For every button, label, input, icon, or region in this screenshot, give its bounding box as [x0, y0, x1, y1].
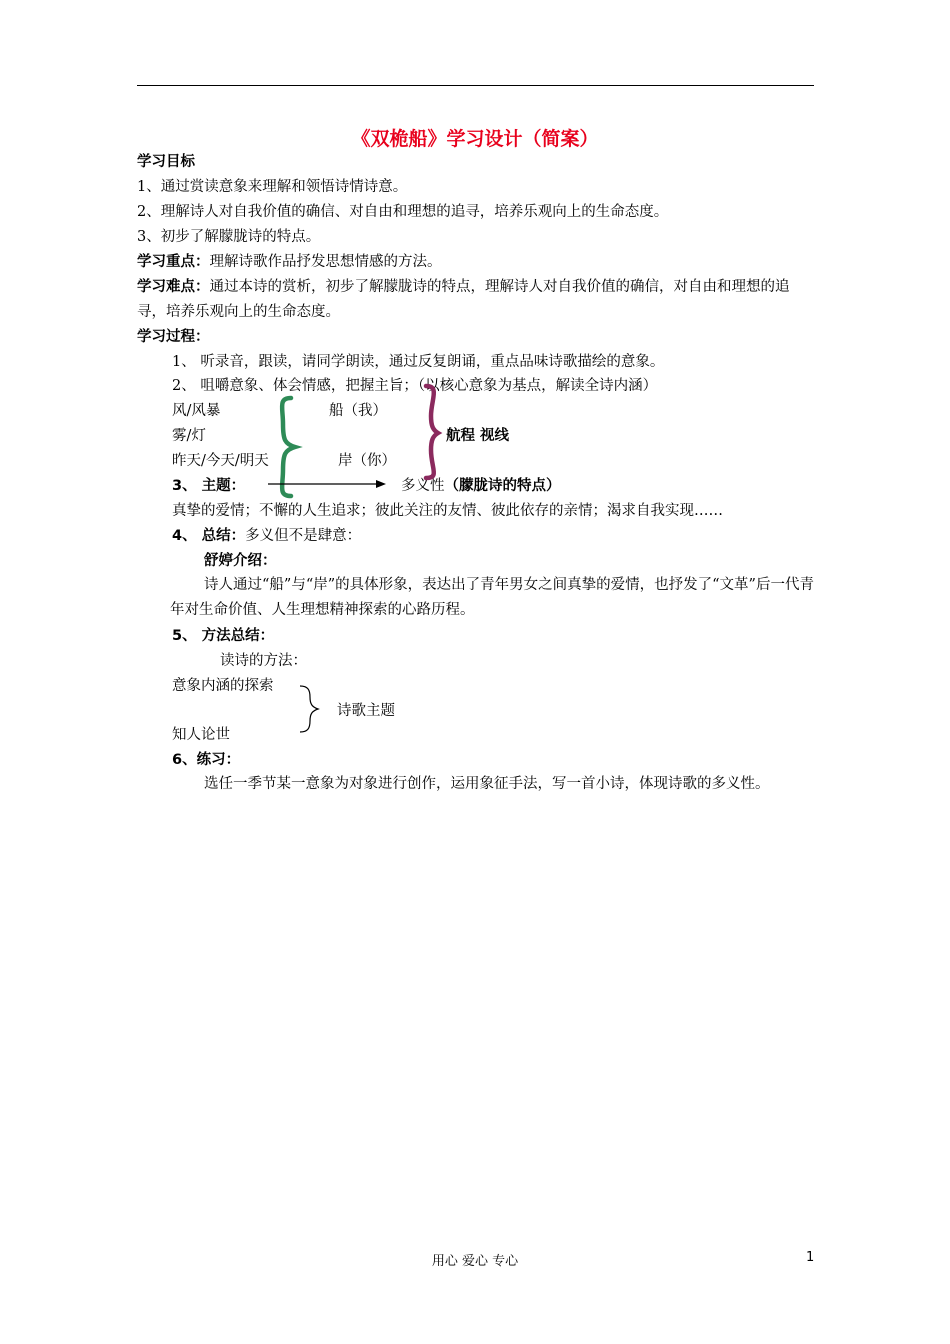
imagery-right-2: 岸（你）	[338, 453, 396, 469]
theme-arrowhead	[376, 480, 386, 488]
difficulty-text: 通过本诗的赏析，初步了解朦胧诗的特点，理解诗人对自我价值的确信，对自由和理想的追寻，培养乐观向上的生命态度。	[137, 279, 790, 320]
method-left-1: 意象内涵的探索	[172, 678, 274, 694]
imagery-left-2: 雾/灯	[172, 428, 206, 444]
step4-label: 4、 总结：	[172, 528, 246, 544]
page-title: 《双桅船》学习设计（简案）	[351, 128, 599, 150]
step4-text: 多义但不是肆意：	[245, 528, 362, 544]
method-right: 诗歌主题	[337, 703, 395, 719]
imagery-left-1: 风/风暴	[172, 403, 221, 419]
step3-line: 真挚的爱情；不懈的人生追求；彼此关注的友情、彼此依存的亲情；渴求自我实现……	[172, 503, 723, 519]
method-left-2: 知人论世	[172, 727, 230, 743]
process-step-2: 2、 咀嚼意象、体会情感，把握主旨；（以核心意象为基点，解读全诗内涵）	[172, 378, 658, 394]
process-heading: 学习过程：	[137, 329, 210, 345]
step4-para: 诗人通过“船”与“岸”的具体形象，表达出了青年男女之间真挚的爱情，也抒发了“文革”后一代青年对生命价值、人生理想精神探索的心路历程。	[170, 577, 814, 618]
difficulty-label: 学习难点：	[137, 279, 210, 295]
step6-para: 选任一季节某一意象为对象进行创作，运用象征手法，写一首小诗，体现诗歌的多义性。	[204, 776, 770, 792]
page-number: 1	[806, 1250, 815, 1265]
key-point-label: 学习重点：	[137, 254, 210, 270]
step4-sub-label: 舒婷介绍：	[204, 553, 277, 569]
step3-result-text: 多义性	[401, 478, 445, 494]
imagery-left-3: 昨天/今天/明天	[172, 453, 269, 469]
key-point-text: 理解诗歌作品抒发思想情感的方法。	[209, 254, 442, 270]
step3-result-bold: （朦胧诗的特点）	[444, 478, 561, 494]
process-step-1: 1、 听录音，跟读，请同学朗读，通过反复朗诵，重点品味诗歌描绘的意象。	[172, 354, 665, 370]
step5-label: 5、 方法总结：	[172, 628, 275, 644]
step3-label: 3、 主题：	[172, 478, 246, 494]
method-brace	[300, 686, 318, 732]
step5-sub: 读诗的方法：	[220, 653, 307, 669]
step6-label: 6、练习：	[172, 752, 241, 768]
imagery-right-1: 船（我）	[329, 403, 387, 419]
goal-item-3: 3、初步了解朦胧诗的特点。	[137, 229, 321, 245]
bracket-label: 航程 视线	[446, 428, 510, 444]
green-brace	[282, 398, 295, 496]
footer-motto: 用心 爱心 专心	[431, 1254, 519, 1269]
purple-brace	[426, 386, 438, 478]
goals-heading: 学习目标	[137, 154, 195, 170]
goal-item-1: 1、通过赏读意象来理解和领悟诗情诗意。	[137, 179, 408, 195]
goal-item-2: 2、理解诗人对自我价值的确信、对自由和理想的追寻，培养乐观向上的生命态度。	[137, 204, 669, 220]
